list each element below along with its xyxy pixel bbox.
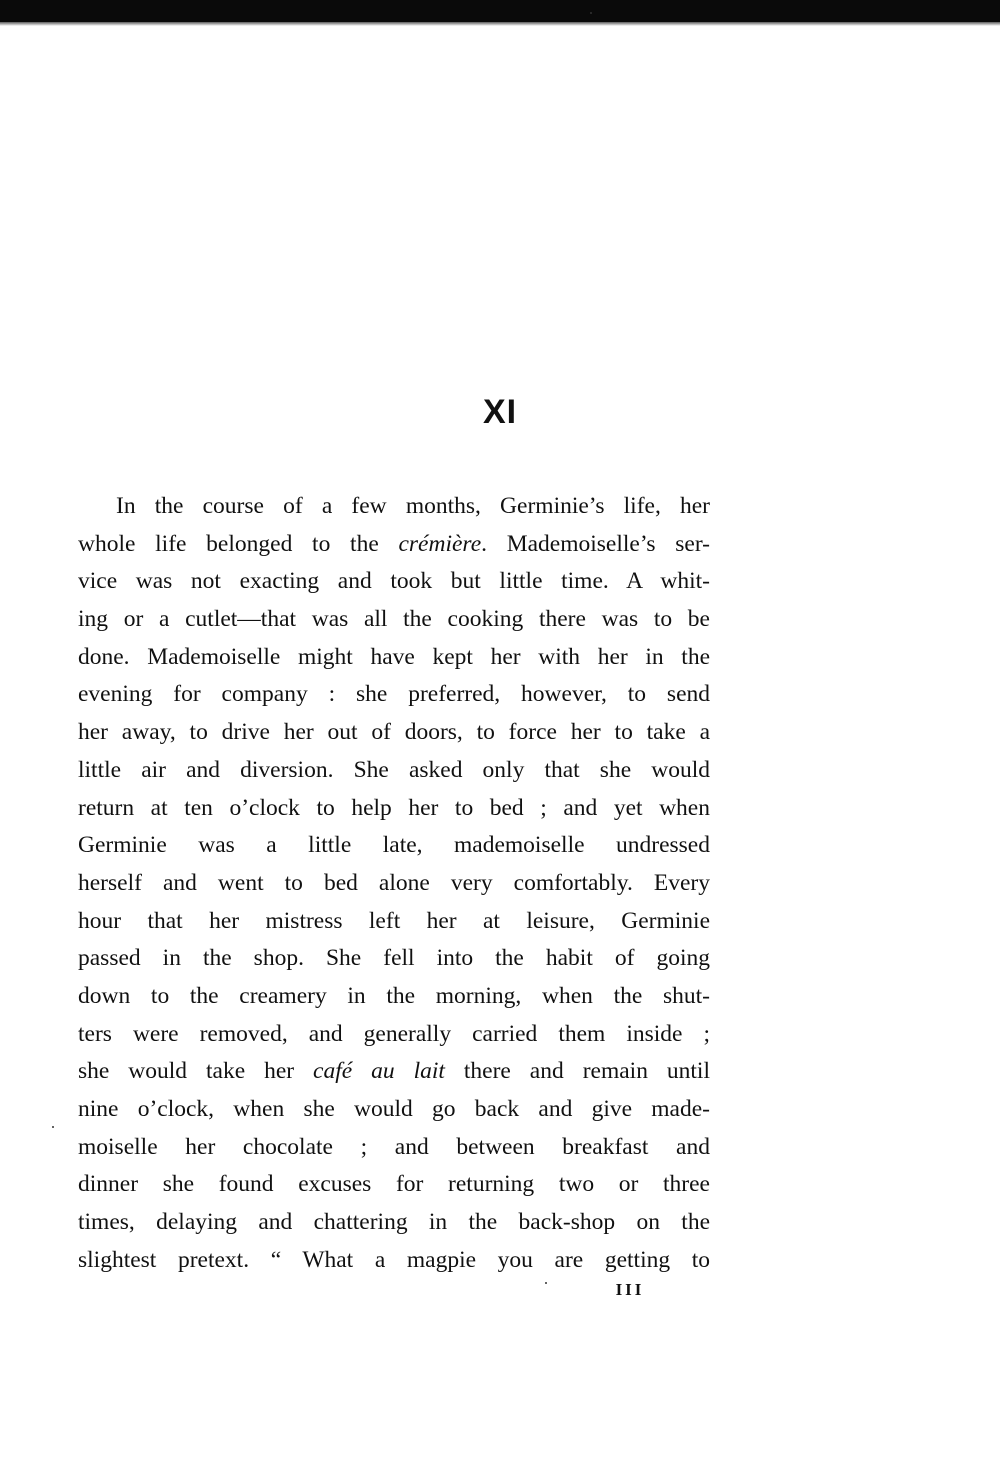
italic-phrase: crémière: [398, 530, 482, 557]
text-line: [78, 639, 710, 677]
chapter-heading: XI: [482, 393, 518, 431]
text-line-segment: Germinie was a little late, mademoiselle undressed: [78, 832, 710, 859]
text-line-segment: whole life belonged to the: [78, 530, 399, 557]
text-line: [78, 601, 710, 639]
text-line: [78, 1016, 710, 1054]
text-line: [78, 865, 710, 903]
text-line-segment: passed in the shop. She fell into the habit of going: [78, 945, 710, 972]
scan-speck: [52, 1126, 54, 1128]
text-line-segment: moiselle her chocolate ; and between breakfast and: [78, 1133, 710, 1160]
text-line: [78, 940, 710, 978]
text-line: [78, 1053, 710, 1091]
body-text: [78, 488, 710, 1279]
text-line-segment: nine o’clock, when she would go back and give made-: [78, 1096, 710, 1122]
text-line-segment: there and remain until: [444, 1058, 710, 1085]
text-line-segment: her away, to drive her out of doors, to force her to take a: [78, 719, 710, 746]
text-line: [78, 1166, 710, 1204]
text-line-segment: hour that her mistress left her at leisure, Germinie: [78, 907, 710, 934]
text-line: [78, 827, 710, 865]
scan-speck: [545, 1282, 547, 1284]
text-line-segment: she would take her: [78, 1058, 314, 1085]
text-line-segment: evening for company : she preferred, however, to send: [78, 681, 710, 708]
text-line-segment: slightest pretext. “ What a magpie you are getting to: [78, 1246, 710, 1273]
text-line: [78, 790, 710, 828]
text-line-segment: little air and diversion. She asked only that she would: [78, 756, 710, 783]
text-line-segment: ters were removed, and generally carried them inside ;: [78, 1020, 710, 1047]
text-line: [78, 1242, 710, 1280]
text-line-segment: herself and went to bed alone very comfortably. Every: [78, 869, 710, 896]
text-line-segment: ing or a cutlet—that was all the cooking there was to be: [78, 606, 710, 633]
text-line-segment: . Mademoiselle’s ser-: [481, 530, 711, 557]
text-line-segment: times, delaying and chattering in the back-shop on the: [78, 1209, 710, 1236]
scan-top-border: [0, 0, 1000, 22]
text-line-segment: done. Mademoiselle might have kept her with her in the: [78, 643, 710, 670]
text-line: [78, 903, 710, 941]
text-line: [78, 1204, 710, 1242]
text-line: [78, 488, 710, 526]
page-number: III: [615, 1280, 645, 1299]
text-line: [78, 563, 710, 601]
text-line-segment: In the course of a few months, Germinie’s life, her: [116, 493, 710, 519]
italic-phrase: café au lait: [313, 1058, 445, 1085]
text-line-segment: return at ten o’clock to help her to bed ; and yet when: [78, 794, 710, 821]
text-line: [78, 676, 710, 714]
text-line-segment: vice was not exacting and took but little time. A whit-: [78, 568, 710, 595]
text-line: [78, 1129, 710, 1167]
scan-top-border-fade: [0, 20, 1000, 26]
text-line: [78, 714, 710, 752]
text-line: [78, 1091, 710, 1129]
text-line-segment: dinner she found excuses for returning two or three: [78, 1171, 710, 1198]
scan-speck: [590, 12, 592, 14]
text-line-segment: down to the creamery in the morning, when the shut-: [78, 982, 710, 1009]
text-line: [78, 978, 710, 1016]
text-line: [78, 526, 710, 564]
text-line: [78, 752, 710, 790]
